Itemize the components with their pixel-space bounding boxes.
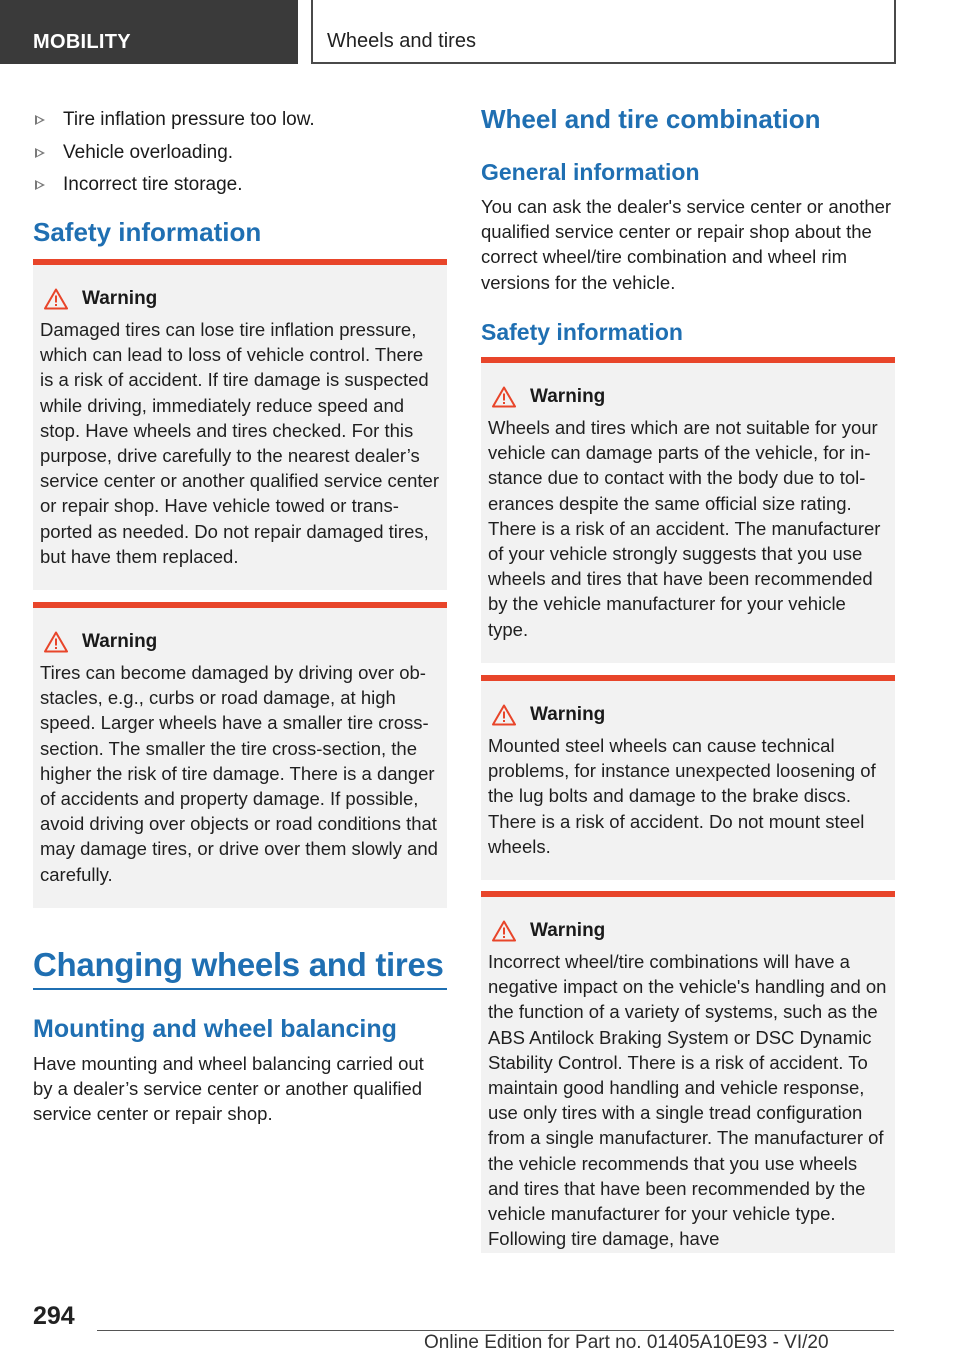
mounting-heading: Mounting and wheel balancing — [33, 1015, 397, 1043]
warning-title: Warning — [40, 285, 439, 313]
warning-box — [481, 675, 895, 880]
warning-box — [33, 602, 447, 908]
mounting-text: Have mounting and wheel balancing carried out by a dealer’s service center or another qualified service center or repair shop. — [33, 1053, 424, 1125]
warning-triangle-icon — [492, 704, 516, 726]
list-item: Incorrect tire storage. — [33, 169, 447, 202]
cause-list — [33, 104, 447, 202]
changing-wheels-heading: Changing wheels and tires — [33, 946, 444, 983]
page-header — [0, 0, 960, 66]
footer-rule — [97, 1330, 894, 1331]
warning-title: Warning — [488, 917, 887, 945]
warning-triangle-icon — [492, 386, 516, 408]
warning-text: Incorrect wheel/tire combinations will have a negative impact on the vehicle's handling and on the function of a variety of systems, such as the ABS Antilock Braking System or DSC Dynamic Stability Control. There is a risk of accident. To maintain good handling and vehicle response, use only tires with a single tread configuration from a single manufacturer. The manufacturer of the vehicle recommends that you use wheels and tires that have been recommended by the vehicle manufacturer for your vehicle type. Following tire damage, have — [488, 951, 887, 1250]
warning-title: Warning — [40, 628, 439, 656]
general-information-text: You can ask the dealer's service center or another qualified service center or repair shop about the correct wheel/tire combination and wheel rim versions for the vehicle. — [481, 196, 892, 293]
warning-text: Wheels and tires which are not suitable for your vehicle can damage parts of the vehicle, for instance due to contact with the body due to tolerances despite the same official size rating. There is a risk of an accident. The manufacturer of your vehicle strongly suggests that you use wheels and tires that have been recommended by the vehicle manufacturer for your vehicle type. — [488, 417, 881, 640]
wheel-tire-combination-heading: Wheel and tire combination — [481, 104, 821, 134]
triangle-bullet-icon — [35, 148, 45, 158]
general-information-heading: General information — [481, 159, 700, 185]
warning-text: Mounted steel wheels can cause technical problems, for instance unexpected loosening of the lug bolts and damage to the brake discs. There is a risk of accident. Do not mount steel wheels. — [488, 735, 876, 857]
heading-rule — [33, 988, 447, 990]
warning-title: Warning — [488, 383, 887, 411]
warning-triangle-icon — [44, 288, 68, 310]
safety-information-heading: Safety information — [33, 217, 262, 247]
safety-information-heading: Safety information — [481, 319, 683, 345]
list-item: Vehicle overloading. — [33, 137, 447, 170]
list-item: Tire inflation pressure too low. — [33, 104, 447, 137]
chapter-title: Wheels and tires — [311, 0, 896, 64]
warning-title: Warning — [488, 701, 887, 729]
warning-box — [481, 357, 895, 663]
edition-text: Online Edition for Part no. 01405A10E93 - VI/20 — [424, 1332, 829, 1353]
warning-box — [33, 259, 447, 590]
page-number: 294 — [33, 1302, 75, 1330]
section-tab: MOBILITY — [0, 0, 298, 64]
warning-triangle-icon — [44, 631, 68, 653]
warning-text: Damaged tires can lose tire inflation pressure, which can lead to loss of vehicle control. There is a risk of accident. If tire damage is suspected while driving, immediately reduce speed and stop. Have wheels and tires checked. For this purpose, drive carefully to the nearest dealer’s service center or another qualified service center or repair shop. Have vehicle towed or transported as needed. Do not repair damaged tires, but have them replaced. — [40, 319, 439, 567]
warning-box — [481, 891, 895, 1253]
warning-triangle-icon — [492, 920, 516, 942]
triangle-bullet-icon — [35, 180, 45, 190]
triangle-bullet-icon — [35, 115, 45, 125]
warning-text: Tires can become damaged by driving over obstacles, e.g., curbs or road damage, at high speed. Larger wheels have a smaller tire cross-section. The smaller the tire cross-section, the higher the risk of tire damage. There is a danger of accidents and property damage. If possible, avoid driving over objects or road conditions that may damage tires, or drive over them slowly and carefully. — [40, 662, 438, 885]
